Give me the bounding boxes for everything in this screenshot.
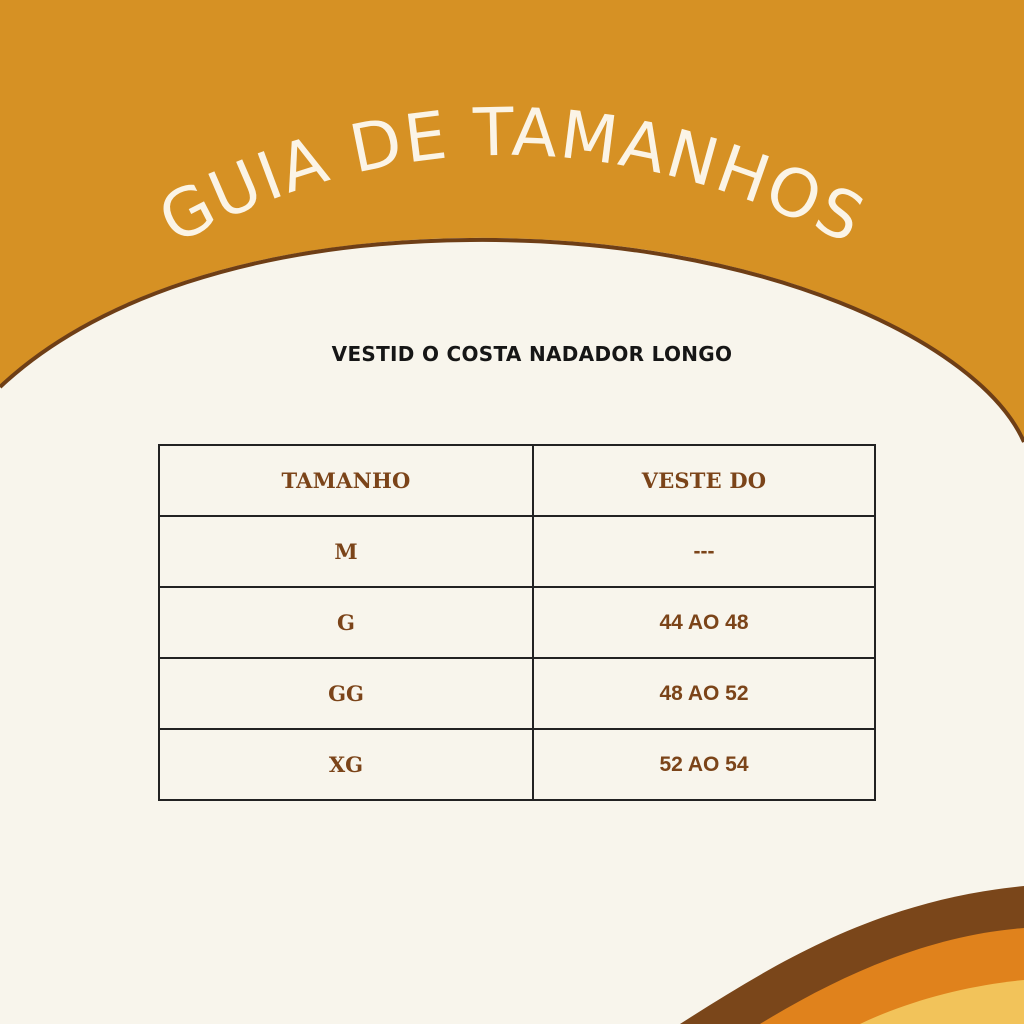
size-cell: GG xyxy=(159,658,533,729)
size-cell: M xyxy=(159,516,533,587)
column-header-size: TAMANHO xyxy=(159,445,533,516)
table-header-row xyxy=(159,445,875,516)
size-cell: G xyxy=(159,587,533,658)
table-row xyxy=(159,658,875,729)
fits-cell: 44 AO 48 xyxy=(533,587,875,658)
table-row xyxy=(159,729,875,800)
fits-cell: --- xyxy=(533,516,875,587)
size-cell: XG xyxy=(159,729,533,800)
page-title: GUIA DE TAMANHOS xyxy=(146,93,877,260)
table-row xyxy=(159,587,875,658)
fits-cell: 52 AO 54 xyxy=(533,729,875,800)
product-name: VESTID O COSTA NADADOR LONGO xyxy=(331,342,733,366)
column-header-fits: VESTE DO xyxy=(533,445,875,516)
fits-cell: 48 AO 52 xyxy=(533,658,875,729)
table-row xyxy=(159,516,875,587)
size-table xyxy=(158,444,876,801)
